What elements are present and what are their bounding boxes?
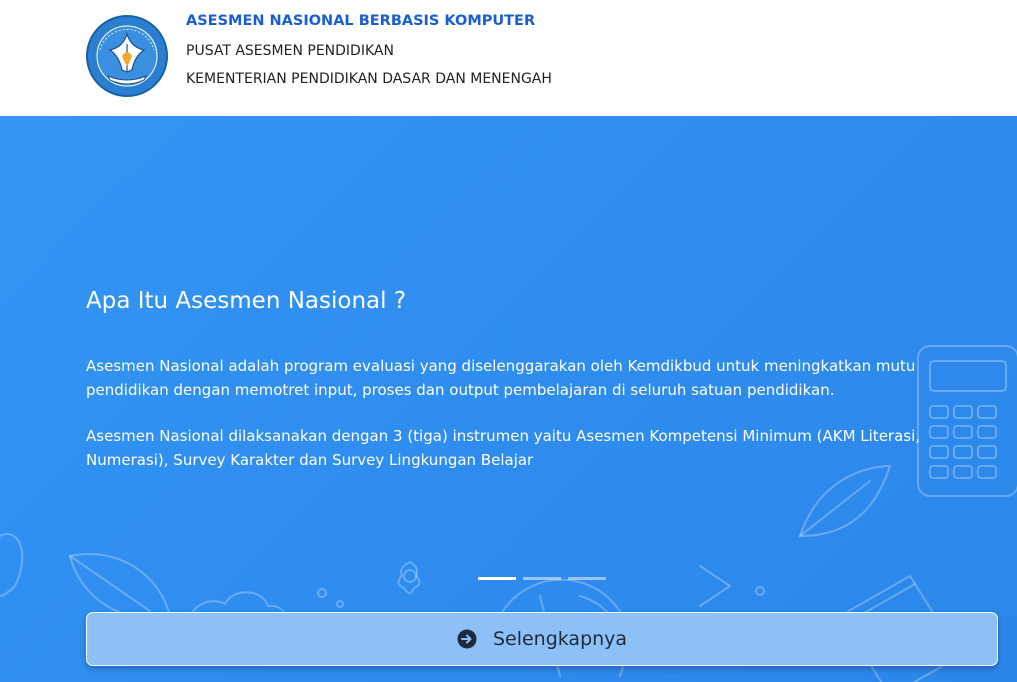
hero-carousel xyxy=(0,116,1017,682)
site-subtitle-agency: PUSAT ASESMEN PENDIDIKAN xyxy=(186,43,394,59)
tut-wuri-handayani-logo[interactable] xyxy=(86,14,168,98)
carousel-indicator-2[interactable] xyxy=(523,577,561,580)
hero-paragraph-instruments: Asesmen Nasional dilaksanakan dengan 3 (tiga) instrumen yaitu Asesmen Kompetensi Minimum (AKM Literasi, Numerasi), Survey Karakter dan Survey Lingkungan Belajar xyxy=(86,427,921,469)
hero-heading: Apa Itu Asesmen Nasional ? xyxy=(86,288,407,314)
site-header xyxy=(0,0,1017,116)
carousel-indicator-3[interactable] xyxy=(568,577,606,580)
arrow-circle-right-icon xyxy=(457,629,477,649)
hero-paragraph-definition: Asesmen Nasional adalah program evaluasi yang diselenggarakan oleh Kemdikbud untuk meningkatkan mutu pendidikan dengan memotret input, proses dan output pembelajaran di seluruh satuan pendidikan. xyxy=(86,357,916,399)
carousel-indicator-1[interactable] xyxy=(478,577,516,580)
site-title: ASESMEN NASIONAL BERBASIS KOMPUTER xyxy=(186,13,536,29)
site-subtitle-ministry: KEMENTERIAN PENDIDIKAN DASAR DAN MENENGAH xyxy=(186,71,552,87)
selengkapnya-button[interactable] xyxy=(86,612,998,666)
selengkapnya-label: Selengkapnya xyxy=(492,628,628,650)
carousel-indicators xyxy=(478,577,608,580)
